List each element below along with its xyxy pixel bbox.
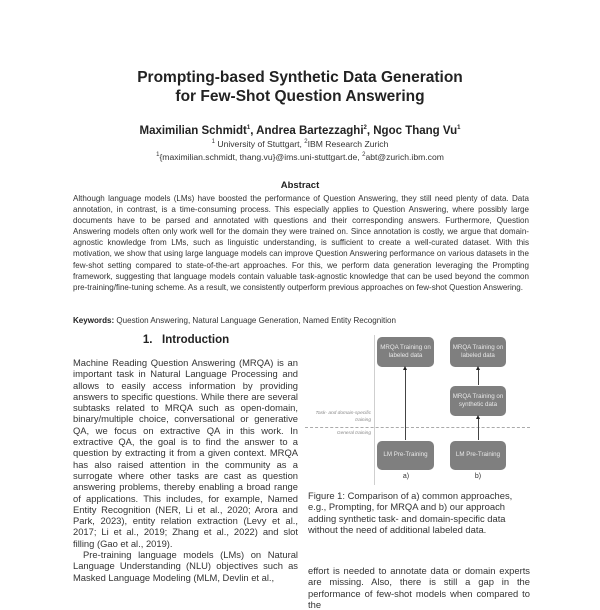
abstract-heading: Abstract — [280, 180, 320, 191]
box-label: LM Pre-Training — [383, 451, 428, 459]
affil-sup: 1 — [211, 139, 215, 146]
box-label: MRQA Training on labeled data — [380, 343, 431, 359]
email: {maximilian.schmidt, thang.vu}@ims.uni-stuttgart.de — [159, 152, 358, 162]
section-number: 1. — [142, 334, 153, 346]
section-title: Introduction — [162, 334, 230, 346]
box-a-lm-pretraining — [377, 441, 434, 470]
label-b: b) — [474, 473, 482, 480]
abstract-text: Although language models (LMs) have boosted the performance of Question Answering, they still need plenty of data. Data annotation, in contrast, is a time-consuming process. This especially applies to Question Answering, where possibly large documents have to be parsed and annotated with questions and their corresponding answers. Furthermore, Question Answering models often only work well for the domain they were trained on. Since annotation is costly, we argue that domain-agnostic knowledge from LMs, such as linguistic understanding, is sufficient to create a well-curated dataset. With this motivation, we show that using large language models can improve Question Answering performance on various datasets in the few-shot setting compared to state-of-the-art approaches. For this, we perform data generation leveraging the Prompting framework, suggesting that language models contain valuable task-agnostic knowledge that can be used beyond the common pre-training/fine-tuning scheme. As a result, we consistently outperform previous approaches on few-shot Question Answering. — [73, 194, 529, 292]
author-sup: 1 — [457, 125, 461, 132]
right-column-text: effort is needed to annotate data or domain experts are missing. Also, there is still a gap in the performance of few-shot models when compared to the — [308, 565, 530, 610]
affiliation: IBM Research Zurich — [307, 139, 389, 149]
box-label: MRQA Training on synthetic data — [452, 392, 504, 408]
author-name: Andrea Bartezzaghi — [256, 125, 364, 137]
author-emails: $^1${maximilian.schmidt, thang.vu}@ims.uni-stuttgart.de, $^2$abt@zurich.ibm.com — [156, 152, 444, 162]
side-label-general: General training — [336, 431, 371, 436]
keywords-list: Question Answering, Natural Language Generation, Named Entity Recognition — [116, 316, 396, 325]
box-label: MRQA Training on labeled data — [452, 343, 504, 359]
figure-1-diagram — [305, 330, 535, 490]
email: abt@zurich.ibm.com — [365, 152, 444, 162]
figure-caption: Figure 1: Comparison of a) common approaches, e.g., Prompting, for MRQA and b) our approach adding synthetic task- and domain-specific data without the need of additional labeled data. — [308, 490, 513, 535]
email-sup: 2 — [362, 152, 366, 159]
affil-sup: 2 — [304, 139, 308, 146]
divider-line — [374, 335, 375, 485]
box-b-lm-pretraining — [450, 441, 506, 470]
affiliations: $^1$ University of Stuttgart, $^2$IBM Research Zurich — [211, 139, 389, 149]
left-column — [73, 357, 298, 583]
section-heading — [73, 334, 299, 346]
label-a: a) — [402, 473, 410, 480]
box-b-mrqa-synthetic — [450, 386, 506, 416]
author-sup: 1 — [246, 125, 251, 132]
title-line-2: for Few-Shot Question Answering — [175, 88, 425, 105]
intro-paragraph: Pre-training language models (LMs) on Natural Language Understanding (NLU) objectives such as Masked Language Modeling (MLM, Devlin et al., — [73, 549, 298, 583]
affiliation: University of Stuttgart — [217, 139, 300, 149]
author-name: Ngoc Thang Vu — [373, 125, 458, 137]
paper-title — [0, 68, 600, 106]
keywords-label: Keywords: — [73, 316, 115, 325]
dashed-separator — [305, 427, 530, 428]
arrow-up-icon — [405, 369, 406, 440]
author-name: Maximilian Schmidt — [139, 125, 247, 137]
intro-paragraph: Machine Reading Question Answering (MRQA) is an important task in Natural Language Processing and allows to easily access information by providing answers to specific questions. While there are several subtasks related to MRQA such as open-domain, binary/multiple choice, conversational or generative QA, we focus on extractive QA in this work. In extractive QA, the goal is to find the answer to a question by extracting it from a given context. MRQA has also raised attention in the community as a surrogate where other tasks are cast as question answering problems, thereby enabling a broad range of applications. This includes, for example, Named Entity Recognition (NER, Li et al., 2020; Arora and Park, 2023), entity relation extraction (Levy et al., 2017; Li et al., 2019; Zhang et al., 2022) and slot filling (Gao et al., 2019). — [73, 357, 298, 549]
arrow-up-icon — [478, 369, 479, 385]
author-list: Maximilian Schmidt$^1$, Andrea Bartezzaghi$^2$, Ngoc Thang Vu$^1$ — [139, 125, 461, 137]
box-a-mrqa-labeled — [377, 337, 434, 367]
title-line-1: Prompting-based Synthetic Data Generation — [137, 69, 463, 86]
arrow-up-icon — [478, 418, 479, 440]
keywords — [73, 316, 529, 325]
side-label-task-domain: Task- and domain-specific training — [315, 411, 371, 423]
author-sup: 2 — [363, 125, 367, 132]
box-label: LM Pre-Training — [455, 451, 501, 459]
email-sup: 1 — [156, 152, 160, 159]
box-b-mrqa-labeled — [450, 337, 506, 367]
